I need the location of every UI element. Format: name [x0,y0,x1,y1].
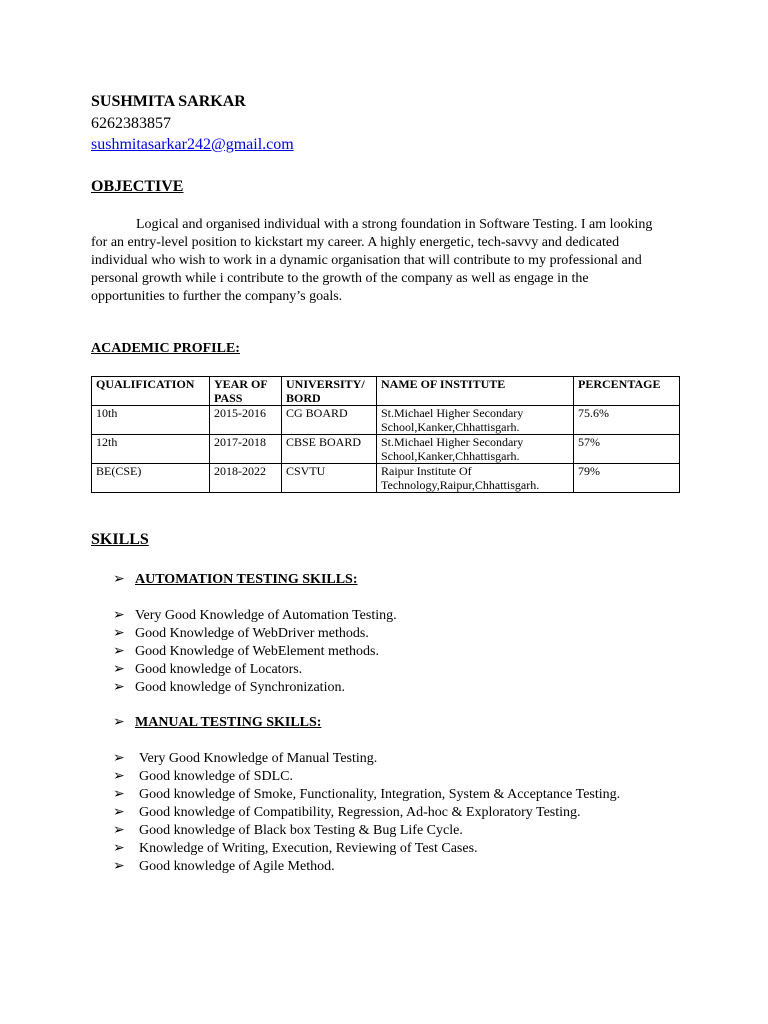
list-item: ➢ Very Good Knowledge of Automation Testing. [113,608,397,623]
table-row [92,435,680,464]
table-cell: 2015-2016 [210,406,282,435]
column-header: QUALIFICATION [92,377,210,406]
list-item: ➢ Good knowledge of Compatibility, Regression, Ad-hoc & Exploratory Testing. [113,805,581,820]
table-cell: Raipur Institute Of Technology,Raipur,Chhattisgarh. [377,464,574,493]
column-header: PERCENTAGE [574,377,680,406]
list-item: ➢ Good knowledge of Agile Method. [113,859,335,874]
table-cell: 12th [92,435,210,464]
manual-skills-list [113,750,620,876]
table-cell: 79% [574,464,680,493]
column-header: YEAR OF PASS [210,377,282,406]
arrow-bullet-icon: ➢ [113,572,125,587]
arrow-bullet-icon: ➢ [113,751,125,766]
automation-skills-label: AUTOMATION TESTING SKILLS: [135,572,358,587]
column-header: NAME OF INSTITUTE [377,377,574,406]
table-cell: CG BOARD [282,406,377,435]
academic-table [91,376,680,493]
email-link[interactable]: sushmitasarkar242@gmail.com [91,136,294,153]
table-cell: 10th [92,406,210,435]
table-cell: 57% [574,435,680,464]
arrow-bullet-icon: ➢ [113,608,125,623]
list-item: ➢ Good knowledge of Synchronization. [113,680,345,695]
arrow-bullet-icon: ➢ [113,859,125,874]
arrow-bullet-icon: ➢ [113,805,125,820]
arrow-bullet-icon: ➢ [113,787,125,802]
arrow-bullet-icon: ➢ [113,644,125,659]
list-item: ➢ Good Knowledge of WebElement methods. [113,644,379,659]
arrow-bullet-icon: ➢ [113,680,125,695]
manual-skills-label: MANUAL TESTING SKILLS: [135,715,322,730]
objective-heading: OBJECTIVE [91,178,184,195]
table-cell: CSVTU [282,464,377,493]
list-item: ➢ Good Knowledge of WebDriver methods. [113,626,369,641]
arrow-bullet-icon: ➢ [113,769,125,784]
list-item: ➢ Good knowledge of Smoke, Functionality, Integration, System & Acceptance Testing. [113,787,621,802]
table-cell: St.Michael Higher Secondary School,Kanker,Chhattisgarh. [377,435,574,464]
column-header: UNIVERSITY/ BORD [282,377,377,406]
candidate-name: SUSHMITA SARKAR [91,93,246,110]
table-row [92,464,680,493]
arrow-bullet-icon: ➢ [113,626,125,641]
table-cell: 75.6% [574,406,680,435]
table-row [92,406,680,435]
arrow-bullet-icon: ➢ [113,715,125,730]
objective-paragraph [91,216,666,306]
arrow-bullet-icon: ➢ [113,841,125,856]
list-item: ➢ Good knowledge of Black box Testing & Bug Life Cycle. [113,823,463,838]
list-item: ➢ Very Good Knowledge of Manual Testing. [113,751,378,766]
table-cell: 2017-2018 [210,435,282,464]
academic-profile-heading: ACADEMIC PROFILE: [91,341,240,356]
table-cell: St.Michael Higher Secondary School,Kanker,Chhattisgarh. [377,406,574,435]
arrow-bullet-icon: ➢ [113,662,125,677]
skills-heading: SKILLS [91,531,149,548]
list-item: ➢ Good knowledge of SDLC. [113,769,293,784]
table-header-row [92,377,680,406]
arrow-bullet-icon: ➢ [113,823,125,838]
table-cell: 2018-2022 [210,464,282,493]
objective-text: Logical and organised individual with a strong foundation in Software Testing. I am looking for an entry-level position to kickstart my career. A highly energetic, tech-savvy and dedicated individual who wish to work in a dynamic organisation that will contribute to my professional and personal growth while i contribute to the growth of the company as well as engage in the opportunities to further the company’s goals. [91,217,653,304]
list-item: ➢ Knowledge of Writing, Execution, Reviewing of Test Cases. [113,841,478,856]
table-cell: BE(CSE) [92,464,210,493]
automation-skills-heading [113,571,358,588]
phone-number: 6262383857 [91,115,171,132]
table-cell: CBSE BOARD [282,435,377,464]
automation-skills-list [113,607,397,697]
manual-skills-heading [113,714,321,731]
list-item: ➢ Good knowledge of Locators. [113,662,303,677]
